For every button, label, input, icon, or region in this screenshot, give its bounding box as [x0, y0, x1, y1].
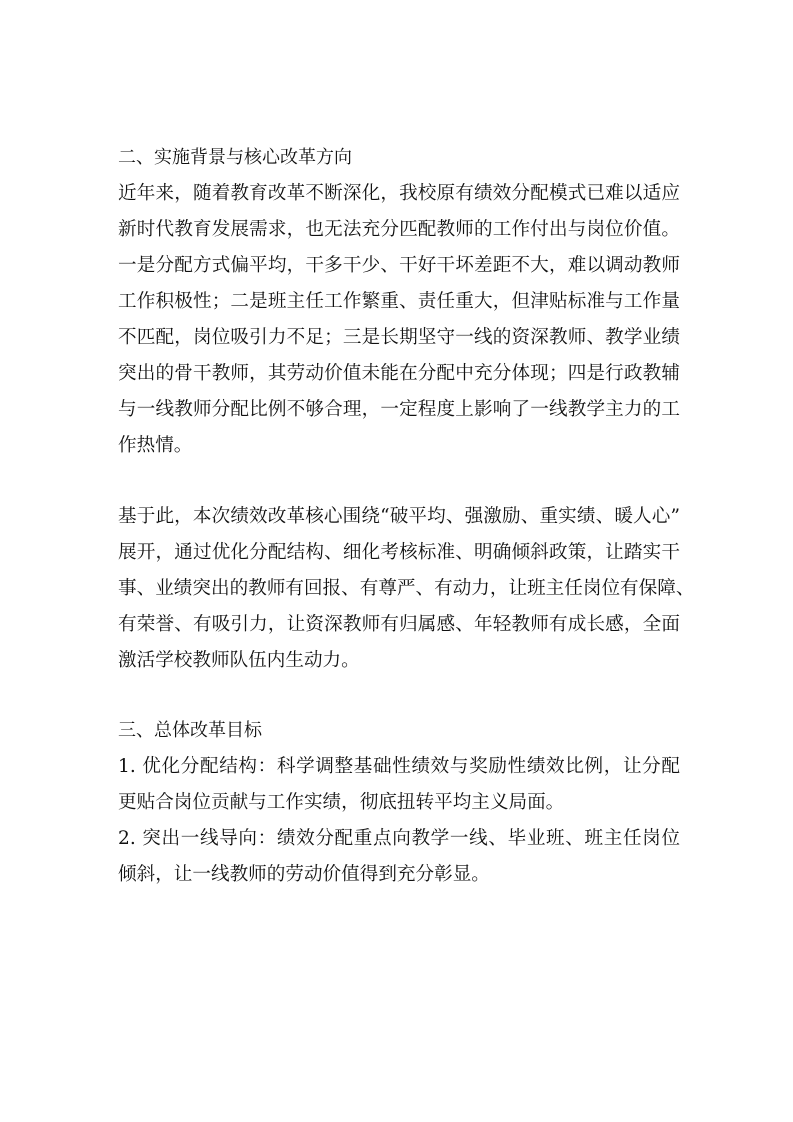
paragraph-line: 一是分配方式偏平均，干多干少、干好干坏差距不大，难以调动教师 [118, 255, 680, 276]
paragraph-line: 作热情。 [118, 435, 193, 456]
paragraph-spacer [118, 464, 680, 499]
paragraph-line: 新时代教育发展需求，也无法充分匹配教师的工作付出与岗位价值。 [118, 219, 680, 240]
paragraph-line: 有荣誉、有吸引力，让资深教师有归属感、年轻教师有成长感，全面 [118, 614, 680, 635]
section-3-heading: 三、总体改革目标 [118, 720, 262, 741]
list-item-line: 更贴合岗位贡献与工作实绩，彻底扭转平均主义局面。 [118, 792, 565, 813]
list-item-line: 1. 优化分配结构：科学调整基础性绩效与奖励性绩效比例，让分配 [118, 756, 680, 777]
paragraph-line: 近年来，随着教育改革不断深化，我校原有绩效分配模式已难以适应 [118, 183, 680, 204]
goal-item-2 [118, 821, 680, 893]
paragraph-line: 与一线教师分配比例不够合理，一定程度上影响了一线教学主力的工 [118, 399, 680, 420]
list-item-line: 倾斜，让一线教师的劳动价值得到充分彰显。 [118, 864, 490, 885]
section-2-paragraph-1 [118, 176, 680, 464]
goal-item-1 [118, 749, 680, 821]
paragraph-line: 突出的骨干教师，其劳动价值未能在分配中充分体现；四是行政教辅 [118, 363, 680, 384]
section-2-paragraph-2 [118, 499, 695, 679]
paragraph-line: 激活学校教师队伍内生动力。 [118, 650, 360, 671]
section-2-heading: 二、实施背景与核心改革方向 [118, 147, 352, 168]
paragraph-spacer [118, 679, 680, 713]
paragraph-line: 基于此，本次绩效改革核心围绕“破平均、强激励、重实绩、暖人心” [118, 506, 680, 527]
paragraph-line: 事、业绩突出的教师有回报、有尊严、有动力，让班主任岗位有保障、 [118, 578, 695, 599]
list-item-line: 2. 突出一线导向：绩效分配重点向教学一线、毕业班、班主任岗位 [118, 828, 680, 849]
paragraph-line: 不匹配，岗位吸引力不足；三是长期坚守一线的资深教师、教学业绩 [118, 327, 680, 348]
document-page [118, 140, 695, 893]
paragraph-line: 展开，通过优化分配结构、细化考核标准、明确倾斜政策，让踏实干 [118, 542, 680, 563]
paragraph-line: 工作积极性；二是班主任工作繁重、责任重大，但津贴标准与工作量 [118, 291, 680, 312]
